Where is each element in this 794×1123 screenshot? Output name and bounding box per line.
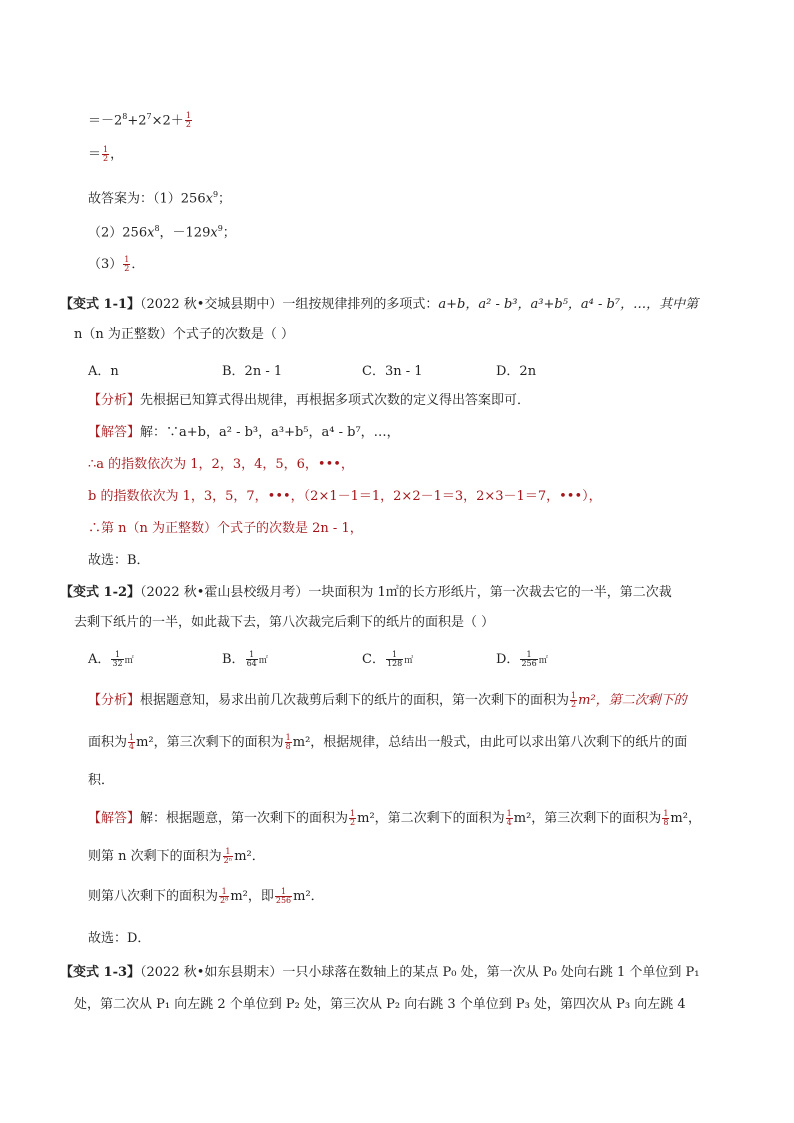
fraction-half: $\frac{1}{2}$: [103, 145, 109, 163]
answer-line-2: $(2)256x^8$，$-129x^9$；: [88, 224, 236, 241]
question-tag: 【变式 1-1】: [60, 297, 141, 312]
answer-line-3: （3） $\frac{1}{2}$ ．: [88, 255, 145, 273]
solution-1-2-choose: 故选：D．: [88, 931, 151, 946]
question-1-2-line-2: 去剩下纸片的一半，如此裁下去，第八次裁完后剩下的纸片的面积是（ ）: [74, 615, 495, 630]
fraction-half: $\frac{1}{2}$: [185, 111, 191, 130]
solution-1-1-line-1: 【解答】解：∵a+b，a² - b³，a³+b⁵，a⁴ - b⁷，…，: [88, 425, 400, 440]
option-b[interactable]: B．2n - 1: [222, 364, 283, 379]
question-1-2-line-1: 【变式 1-2】（2022 秋•霍山县校级月考）一块面积为 1㎡的长方形纸片，第一次裁去它的一半，第二次裁: [60, 585, 672, 600]
solution-1-1-line-3: b 的指数依次为 1，3，5，7，•••，（2×1－1＝1，2×2－1＝3，2×3－1＝7，•••），: [88, 489, 602, 504]
analysis-1-1: 【分析】先根据已知算式得出规律，再根据多项式次数的定义得出答案即可．: [88, 393, 531, 408]
analysis-1-2-line-1: 【分析】根据题意知，易求出前几次裁剪后剩下的纸片的面积，第一次剩下的面积为 $\frac{1}{2}$ m²，第二次剩下的: [88, 691, 687, 709]
option-c[interactable]: C． $\frac{1}{128}$ ㎡: [362, 650, 414, 668]
calc-line-2: ＝ $\frac{1}{2}$ ，: [88, 145, 124, 163]
question-1-1-line-2: n（n 为正整数）个式子的次数是（ ）: [74, 327, 295, 342]
question-1-3-line-2: 处，第二次从 P₁ 向左跳 2 个单位到 P₂ 处，第三次从 P₂ 向右跳 3 个单位到 P₃ 处，第四次从 P₃ 向左跳 4: [74, 997, 686, 1012]
solution-1-2-line-3: 则第八次剩下的面积为 $\frac{1}{\text{2⁸}}$ m²，即 $\frac{1}{256}$ m²．: [88, 887, 324, 905]
question-1-3-line-1: 【变式 1-3】（2022 秋•如东县期末）一只小球落在数轴上的某点 P₀ 处，第一次从 P₀ 处向右跳 1 个单位到 P₁: [60, 965, 700, 980]
fraction-half: $\frac{1}{2}$: [124, 255, 130, 273]
solution-1-1-choose: 故选：B．: [88, 553, 150, 568]
solution-1-2-line-2: 则第 n 次剩下的面积为 $\frac{1}{\text{2ⁿ}}$ m²．: [88, 847, 265, 865]
solution-1-1-line-2: ∴a 的指数依次为 1，2，3，4，5，6，•••，: [88, 457, 354, 472]
solution-1-1-line-4: ∴第 n（n 为正整数）个式子的次数是 2n - 1，: [88, 521, 363, 536]
option-a[interactable]: A． $\frac{1}{32}$ ㎡: [88, 650, 134, 668]
option-c[interactable]: C．3n - 1: [362, 364, 423, 379]
solution-1-2-line-1: 【解答】解：根据题意，第一次剩下的面积为 $\frac{1}{2}$ m²，第二次剩下的面积为 $\frac{1}{4}$ m²，第三次剩下的面积为 $\frac{1}{8}$ m²，: [88, 809, 701, 827]
option-b[interactable]: B． $\frac{1}{64}$ ㎡: [222, 650, 268, 668]
answer-line-1: 故答案为：$(1)256x^9$；: [88, 190, 232, 207]
option-d[interactable]: D．2n: [496, 364, 537, 379]
option-d[interactable]: D． $\frac{1}{256}$ ㎡: [496, 650, 548, 668]
analysis-1-2-line-2: 面积为 $\frac{1}{4}$ m²，第三次剩下的面积为 $\frac{1}{8}$ m²，根据规律，总结出一般式，由此可以求出第八次剩下的纸片的面: [88, 733, 688, 751]
analysis-1-2-line-3: 积．: [88, 773, 115, 788]
question-1-1-line-1: 【变式 1-1】（2022 秋•交城县期中）一组按规律排列的多项式：a+b，a² - b³，a³+b⁵，a⁴ - b⁷，…，其中第: [60, 297, 699, 312]
option-a[interactable]: A．n: [88, 364, 119, 379]
calc-line-1: $=-2^8+2^7\times 2+$ $\frac{1}{2}$: [88, 111, 191, 130]
